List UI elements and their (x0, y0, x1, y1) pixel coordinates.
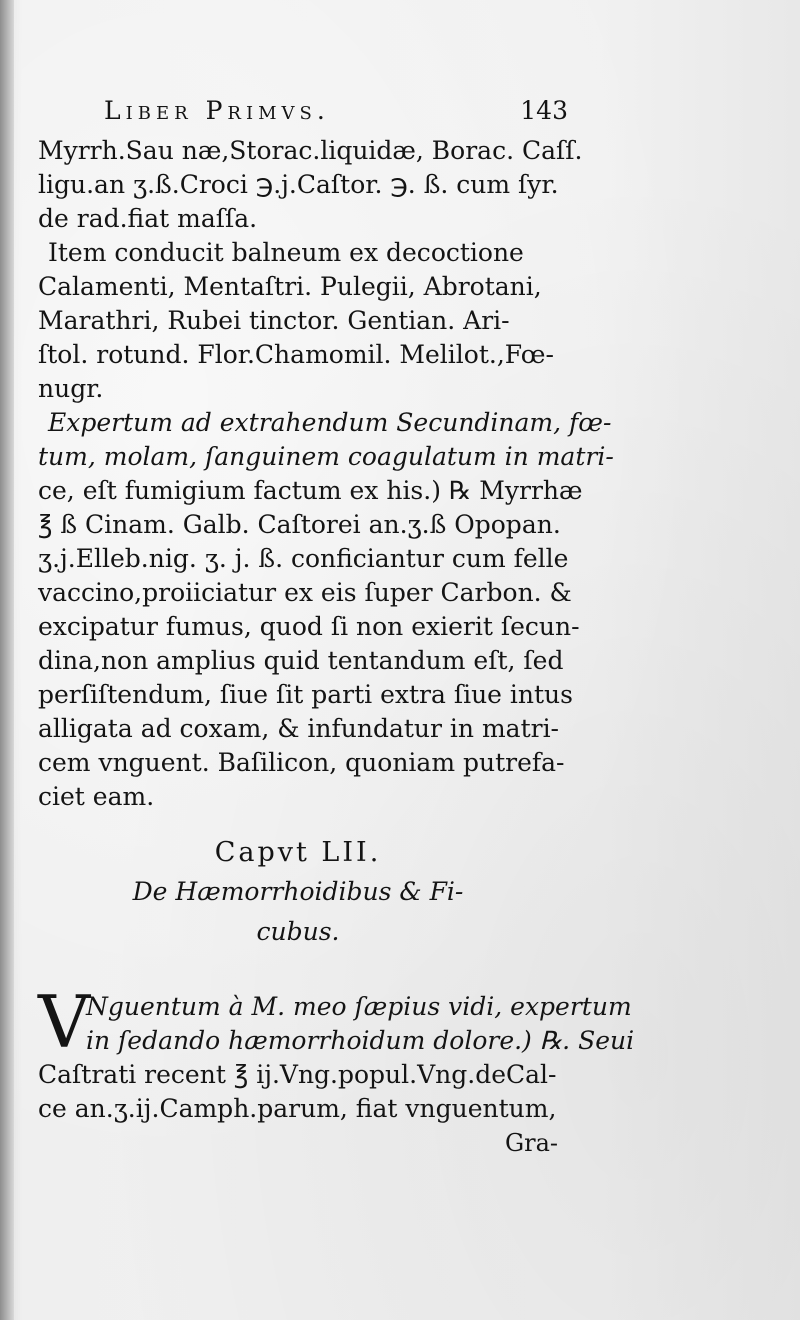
text-line: Nguentum à M. meo ſæpius vidi, expertum (86, 992, 632, 1021)
paragraph-unguentum (38, 980, 635, 1126)
text-line: alligata ad coxam, & infundatur in matri- (38, 714, 560, 743)
text-line: Expertum ad extrahendum Secundinam, fœ- (48, 408, 612, 437)
text-line: ſtol. rotund. Flor.Chamomil. Melilot.,Fœ- (38, 340, 554, 369)
text-line: de rad.fiat maſſa. (38, 204, 258, 233)
running-head-title: Liber Primvs. (104, 96, 330, 125)
paragraph-recipe-mass (38, 134, 583, 236)
page-number: 143 (520, 96, 568, 125)
text-line: dina,non amplius quid tentandum eſt, ſed (38, 646, 564, 675)
text-line: nugr. (38, 374, 104, 403)
text-line: Calamenti, Mentaſtri. Pulegii, Abrotani, (38, 272, 542, 301)
text-line: Item conducit balneum ex decoctione (48, 238, 524, 267)
text-line: ʒ.j.Elleb.nig. ʒ. j. ß. conficiantur cum felle (38, 544, 569, 573)
running-head (38, 96, 568, 134)
chapter-heading: Capvt LII. (214, 837, 382, 868)
text-line: ce an.ʒ.ij.Camph.parum, fiat vnguentum, (38, 1094, 557, 1123)
text-line: ligu.an ʒ.ß.Croci ℈.j.Caſtor. ℈. ß. cum ſyr. (38, 170, 559, 199)
paragraph-balneum (38, 236, 558, 406)
page-gutter-shadow (0, 0, 14, 1320)
text-line: ℥ ß Cinam. Galb. Caſtorei an.ʒ.ß Opopan. (38, 510, 561, 539)
text-line: vaccino,proiiciatur ex eis ſuper Carbon. & (38, 578, 572, 607)
text-line: cem vnguent. Baſilicon, quoniam putrefa- (38, 748, 565, 777)
text-line: excipatur fumus, quod ſi non exierit ſecun- (38, 612, 580, 641)
text-block (38, 96, 635, 1160)
paragraph-fumigium (38, 406, 614, 814)
chapter-title-line: cubus. (256, 917, 340, 946)
chapter-title (38, 872, 558, 952)
text-line: tum, molam, ſanguinem coagulatum in matri- (38, 442, 614, 471)
text-line: ciet eam. (38, 782, 155, 811)
text-line: perſiſtendum, ſiue ſit parti extra ſiue intus (38, 680, 573, 709)
text-line: ce, eſt fumigium factum ex his.) ℞ Myrrhæ (38, 476, 583, 505)
text-line: Caſtrati recent ℥ ij.Vng.popul.Vng.deCal- (38, 1060, 557, 1089)
text-line: Marathri, Rubei tinctor. Gentian. Ari- (38, 306, 510, 335)
catchword: Gra- (504, 1129, 558, 1157)
text-line: in ſedando hæmorrhoidum dolore.) ℞. Seui (86, 1026, 635, 1055)
drop-cap-initial: V (38, 980, 90, 1064)
text-line: Myrrh.Sau næ,Storac.liquidæ, Borac. Caſſ. (38, 136, 583, 165)
chapter-title-line: De Hæmorrhoidibus & Fi- (132, 877, 464, 906)
